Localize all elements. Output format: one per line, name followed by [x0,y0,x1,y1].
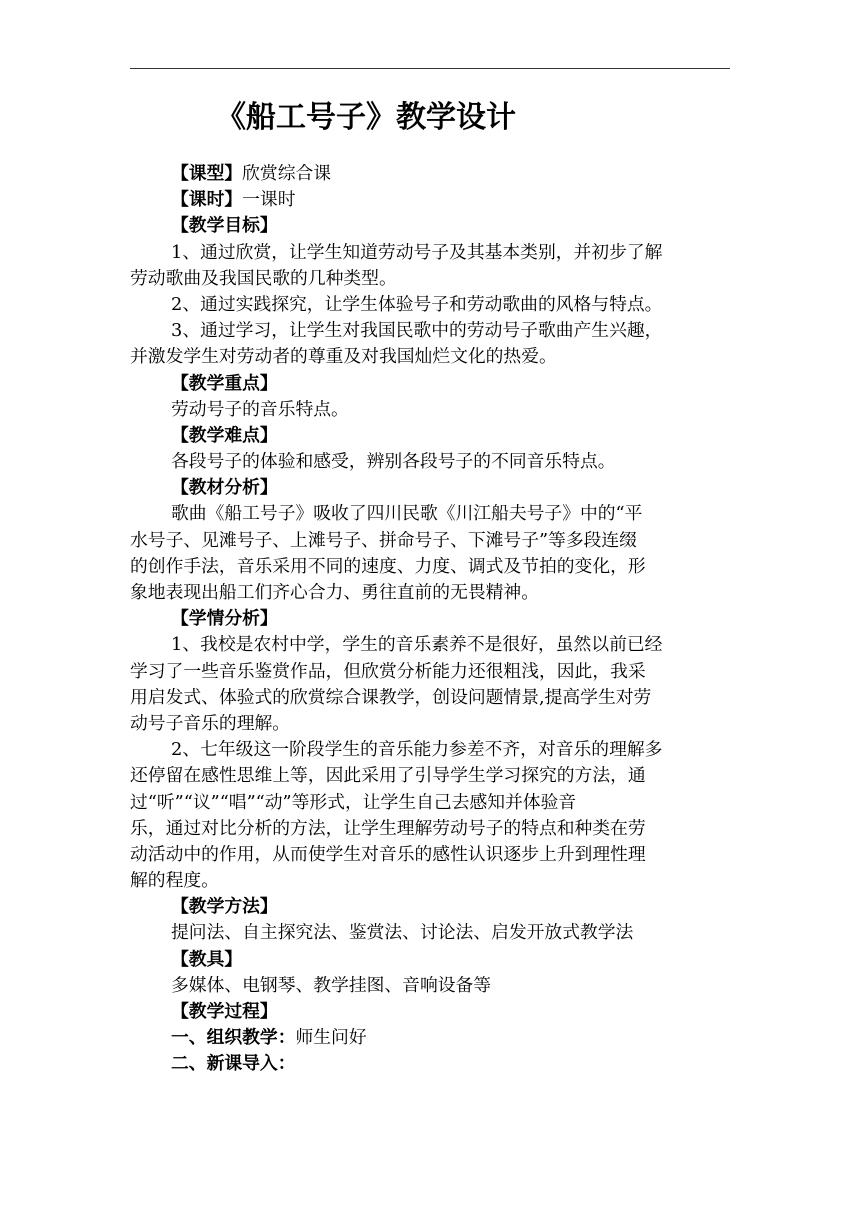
material-analysis-heading: 【教材分析】 [171,477,278,499]
student-analysis-line: 动活动中的作用，从而使学生对音乐的感性认识逐步上升到理性理 [130,843,646,865]
objectives-line: 2、通过实践探究，让学生体验号子和劳动歌曲的风格与特点。 [171,293,663,315]
objectives-line: 3、通过学习，让学生对我国民歌中的劳动号子歌曲产生兴趣， [171,320,663,342]
document-body [130,97,730,1078]
student-analysis-line: 乐，通过对比分析的方法，让学生理解劳动号子的特点和种类在劳 [130,817,646,839]
lesson-type-label: 【课型】 [171,163,243,184]
lesson-type-value: 欣赏综合课 [242,163,332,184]
student-analysis-line: 学习了一些音乐鉴赏作品，但欣赏分析能力还很粗浅，因此，我采 [130,660,646,682]
material-analysis-line: 象地表现出船工们齐心合力、勇往直前的无畏精神。 [130,582,539,603]
methods-heading: 【教学方法】 [171,896,278,918]
objectives-heading: 【教学目标】 [171,215,278,237]
process-step-2-label: 二、新课导入： [171,1053,296,1075]
lesson-type-line [130,161,730,187]
student-analysis-line: 用启发式、体验式的欣赏综合课教学，创设问题情景,提高学生对劳 [130,686,652,708]
student-analysis-line: 解的程度。 [130,870,219,892]
student-analysis-line: 还停留在感性思维上等，因此采用了引导学生学习探究的方法，通 [130,765,646,787]
difficulties-heading: 【教学难点】 [171,424,278,446]
student-analysis-line: 2、七年级这一阶段学生的音乐能力参差不齐，对音乐的理解多 [171,739,663,761]
process-step-1 [130,1025,730,1051]
process-heading: 【教学过程】 [171,1001,278,1022]
objectives-line: 1、通过欣赏，让学生知道劳动号子及其基本类别，并初步了解 [171,241,663,263]
material-analysis-line: 歌曲《船工号子》吸收了四川民歌《川江船夫号子》中的“平 [171,503,643,525]
lesson-hours-label: 【课时】 [171,189,243,211]
objectives-line: 劳动歌曲及我国民歌的几种类型。 [130,267,397,289]
tools-text: 多媒体、电钢琴、教学挂图、音响设备等 [171,974,492,996]
methods-text: 提问法、自主探究法、鉴赏法、讨论法、启发开放式教学法 [171,922,634,944]
key-points-heading: 【教学重点】 [171,372,278,394]
objectives-line: 并激发学生对劳动者的尊重及对我国灿烂文化的热爱。 [130,346,557,368]
lesson-hours-value: 一课时 [242,189,296,211]
material-analysis-line: 水号子、见滩号子、上滩号子、拼命号子、下滩号子”等多段连缀 [130,529,637,551]
process-step-1-text: 师生问好 [295,1027,367,1049]
student-analysis-line: 动号子音乐的理解。 [130,712,291,734]
lesson-hours-line [130,187,730,213]
document-text [130,161,730,1078]
header-rule [130,68,730,69]
document-title: 《船工号子》教学设计 [216,100,516,135]
key-points-text: 劳动号子的音乐特点。 [171,398,349,420]
process-step-1-label: 一、组织教学： [171,1027,296,1049]
student-analysis-line: 过“听”“议”“唱”“动”等形式，让学生自己去感知并体验音 [130,791,577,813]
material-analysis-line: 的创作手法，音乐采用不同的速度、力度、调式及节拍的变化，形 [130,555,646,577]
tools-heading: 【教具】 [171,948,243,970]
difficulties-text: 各段号子的体验和感受，辨别各段号子的不同音乐特点。 [171,451,616,473]
student-analysis-line: 1、我校是农村中学，学生的音乐素养不是很好，虽然以前已经 [171,634,663,656]
student-analysis-heading: 【学情分析】 [171,608,278,630]
